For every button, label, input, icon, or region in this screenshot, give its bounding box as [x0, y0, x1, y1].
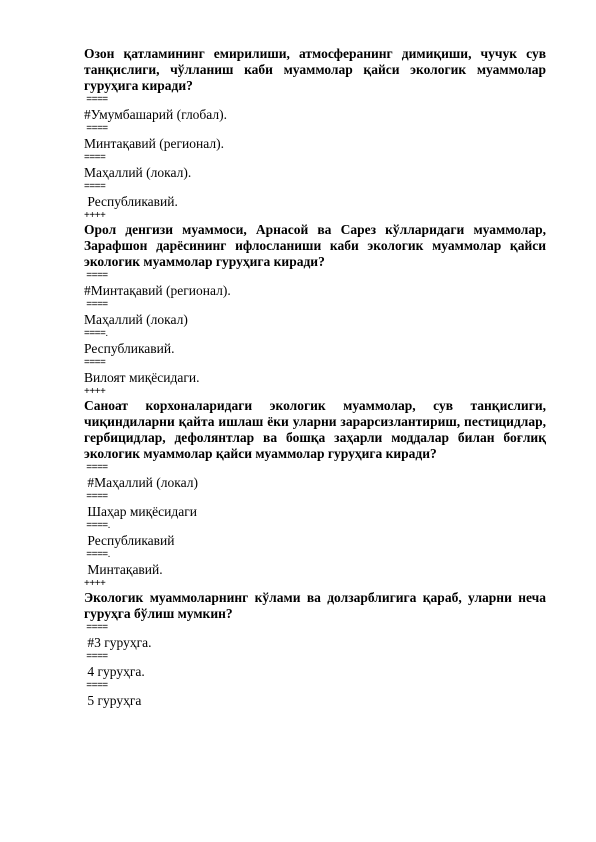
option-separator: ====	[84, 357, 106, 368]
answer-option: Маҳаллий (локал).	[84, 165, 192, 180]
question-block	[84, 222, 546, 398]
question-text: Орол денгизи муаммоси, Арнасой ва Сарез кўлларидаги муаммолар, Зарафшон дарёсининг ифлосланиши каби экологик муаммолар қайси экологик муаммолар гуруҳига киради?	[84, 222, 546, 269]
option-separator: ====	[84, 181, 106, 192]
answer-option: Минтақавий.	[84, 562, 163, 577]
answer-option: 5 гуруҳга	[84, 693, 142, 708]
answer-option: Шаҳар миқёсидаги	[84, 504, 198, 519]
option-separator: ====	[84, 94, 108, 105]
option-separator: ====	[84, 152, 106, 163]
option-separator: ====	[84, 299, 108, 310]
answer-option: Маҳаллий (локал)	[84, 312, 188, 327]
answer-option: #Маҳаллий (локал)	[84, 475, 198, 490]
option-separator: ====	[84, 123, 108, 134]
answer-option: #3 гуруҳга.	[84, 635, 152, 650]
option-separator: ====	[84, 462, 108, 473]
question-text: Саноат корхоналаридаги экологик муаммолар, сув танқислиги, чиқиндиларни қайта ишлаш ёки уларни зарарсизлантириш, пестицидлар, гербицидлар, дефолянтлар ва бошқа заҳарли моддалар билан боғлиқ экологик муаммолар қайси муаммолар гуруҳига киради?	[84, 398, 546, 461]
option-separator: ====.	[84, 520, 110, 531]
answer-option: Республикавий.	[84, 341, 175, 356]
answer-option: Республикавий.	[84, 194, 178, 209]
option-separator: ====.	[84, 549, 110, 560]
option-separator: ====	[84, 680, 108, 691]
answer-option: #Умумбашарий (глобал).	[84, 107, 228, 122]
question-end-marker: ++++	[84, 386, 106, 397]
question-block	[84, 590, 546, 709]
option-separator: ====	[84, 491, 108, 502]
option-separator: ====.	[84, 328, 108, 339]
document-page	[84, 46, 546, 709]
answer-option: Республикавий	[84, 533, 175, 548]
option-separator: ====	[84, 651, 108, 662]
question-text: Экологик муаммоларнинг кўлами ва долзарблигига қараб, уларни неча гуруҳга бўлиш мумкин?	[84, 590, 546, 621]
question-text: Озон қатламининг емирилиши, атмосферанинг димиқиши, чучук сув танқислиги, чўлланиш каби муаммолар қайси экологик муаммолар гуруҳига киради?	[84, 46, 546, 93]
answer-option: Минтақавий (регионал).	[84, 136, 224, 151]
question-block	[84, 46, 546, 222]
question-end-marker: ++++	[84, 578, 106, 589]
option-separator: ====	[84, 622, 108, 633]
answer-option: 4 гуруҳга.	[84, 664, 145, 679]
question-block	[84, 398, 546, 590]
question-end-marker: ++++	[84, 210, 106, 221]
answer-option: #Минтақавий (регионал).	[84, 283, 231, 298]
answer-option: Вилоят миқёсидаги.	[84, 370, 200, 385]
option-separator: ====	[84, 270, 108, 281]
